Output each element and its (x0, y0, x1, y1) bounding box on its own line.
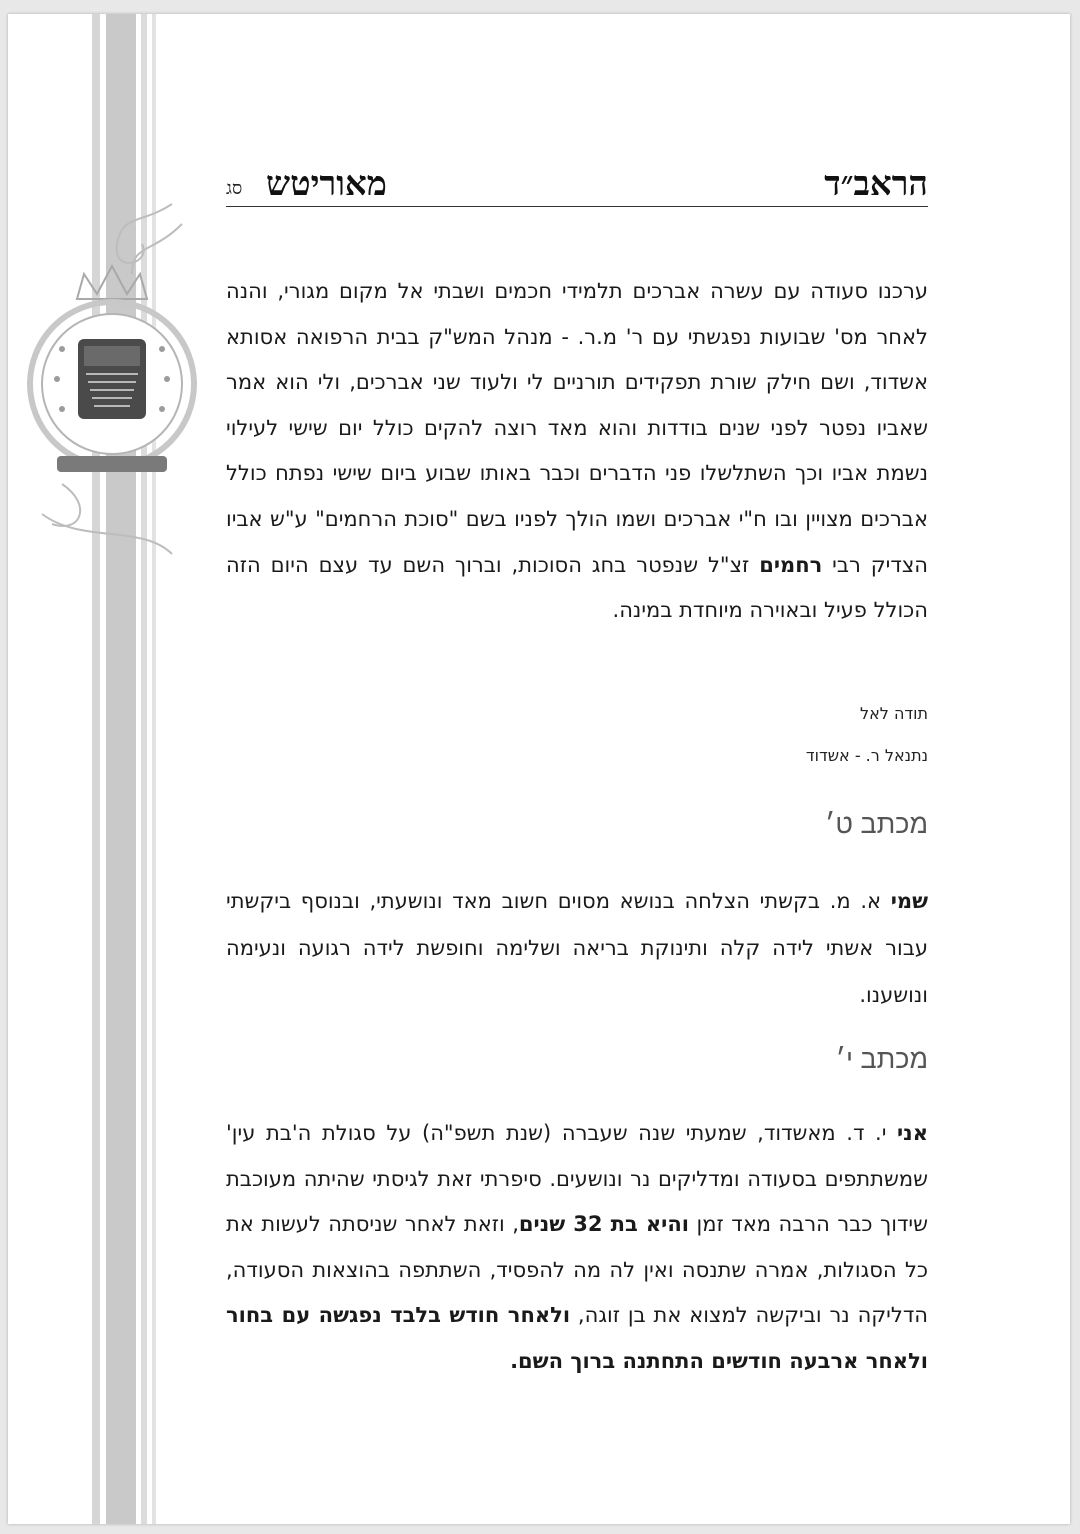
bold-name: אני (897, 1121, 928, 1145)
bold-name: שמי (890, 889, 928, 913)
document-page (8, 14, 1070, 1524)
thanks-line: תודה לאל (859, 704, 928, 723)
text-segment: א. מ. בקשתי הצלחה בנושא מסוים חשוב מאד ונושעתי, ובנוסף ביקשתי עבור אשתי לידה קלה ותינוקת בריאה ושלימה וחופשת לידה רגועה ונעימה ונושענו. (226, 889, 928, 1007)
letter-8-paragraph (226, 269, 928, 634)
text-segment: י. ד. מאשדוד, שמעתי שנה שעברה (שנת תשפ"ה) על סגולת ה'בת עין' שמשתתפים בסעודה ומדליקים נר ונושעים. סיפרתי זאת לגיסתי שהיתה מעוכבת שידוך כבר הרבה מאד זמן (226, 1121, 929, 1237)
text-segment: זצ"ל שנפטר בחג הסוכות, וברוך השם עד עצם היום הזה הכולל פעיל ובאוירה מיוחדת במינה. (226, 552, 928, 623)
chapter-title: מאוריטש (266, 164, 387, 204)
bold-name: רחמים (759, 552, 823, 577)
signature-line: נתנאל ר. - אשדוד (805, 746, 928, 765)
bold-outcome: ולאחר חודש בלבד נפגשה עם בחור ולאחר ארבעה חודשים התחתנה ברוך השם. (226, 1303, 928, 1373)
header-divider (226, 206, 928, 207)
bold-age: והיא בת 32 שנים (518, 1212, 690, 1237)
memorial-emblem (22, 184, 202, 564)
book-title: הראב״ד (824, 164, 928, 204)
letter-10-paragraph (226, 1111, 928, 1385)
letter-9-heading: מכתב ט׳ (824, 809, 928, 839)
text-segment: , וזאת לאחר שניסתה לעשות את כל הסגולות, אמרה שתנסה ואין לה מה להפסיד, השתתפה בהוצאות הסעודה, הדליקה נר וביקשה למצוא את בן זוגה, (226, 1212, 929, 1328)
letter-10-heading: מכתב י׳ (835, 1044, 928, 1074)
page-number: סג (226, 178, 243, 199)
text-segment: ערכנו סעודה עם עשרה אברכים תלמידי חכמים ושבתי אל מקום מגורי, והנה לאחר מס' שבועות נפגשתי עם ר' מ.ר. - מנהל המש"ק בבית הרפואה אסותא אשדוד, ושם חילק שורת תפקידים תורניים לי ולעוד שני אברכים, ולי הוא אמר שאביו נפטר לפני שנים בודדות והוא מאד רוצה להקים כולל יום שישי לעילוי נשמת אביו וכך השתלשלו פני הדברים וכבר באותו שבוע ביום שישי נפתח כולל אברכים מצויין ובו ח"י אברכים ושמו הולך לפניו בשם "סוכת הרחמים" ע"ש אביו הצדיק רבי (226, 279, 928, 577)
letter-8-closing (226, 704, 928, 765)
letter-9-paragraph (226, 878, 928, 1019)
